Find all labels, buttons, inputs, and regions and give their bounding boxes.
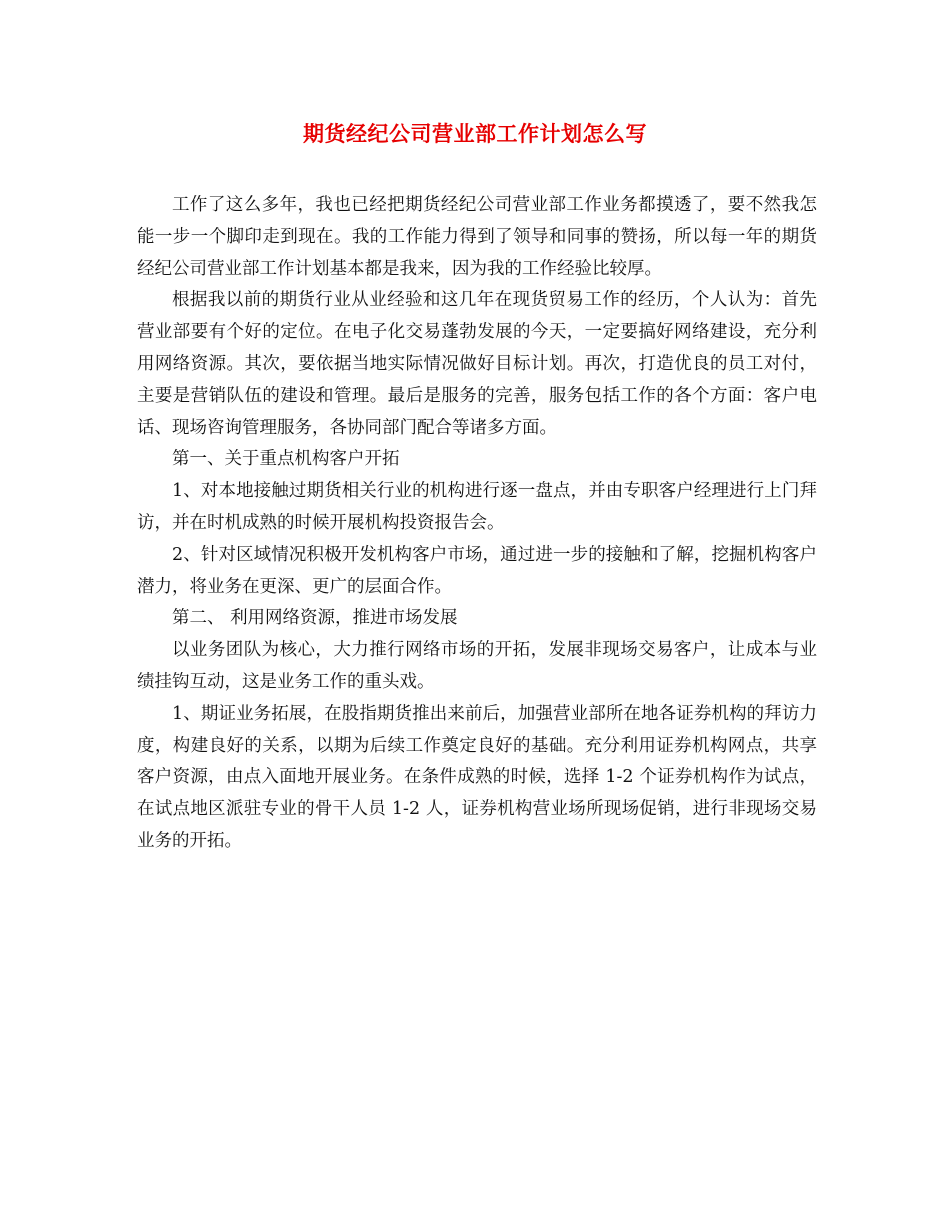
list-item-1-2: 2、针对区域情况积极开发机构客户市场，通过进一步的接触和了解，挖掘机构客户潜力，将业务在更深、更广的层面合作。 — [137, 544, 817, 597]
list-item-2-1: 1、期证业务拓展，在股指期货推出来前后，加强营业部所在地各证券机构的拜访力度，构建良好的关系，以期为后续工作奠定良好的基础。充分利用证券机构网点，共享客户资源，由点入面地开展业务。在条件成熟的时候，选择 1-2 个证券机构作为试点，在试点地区派驻专业的骨干人员 1-2 人，证券机构营业场所现场促销，进行非现场交易业务的开拓。 — [137, 703, 817, 851]
section-heading-1: 第一、关于重点机构客户开拓 — [172, 449, 400, 470]
paragraph-intro: 工作了这么多年，我也已经把期货经纪公司营业部工作业务都摸透了，要不然我怎能一步一个脚印走到现在。我的工作能力得到了领导和同事的赞扬，所以每一年的期货经纪公司营业部工作计划基本都是我来，因为我的工作经验比较厚。 — [137, 195, 817, 279]
document-body — [137, 190, 817, 858]
list-item-1-1: 1、对本地接触过期货相关行业的机构进行逐一盘点，并由专职客户经理进行上门拜访，并在时机成熟的时候开展机构投资报告会。 — [137, 481, 817, 533]
paragraph-positioning: 根据我以前的期货行业从业经验和这几年在现货贸易工作的经历，个人认为：首先营业部要有个好的定位。在电子化交易蓬勃发展的今天，一定要搞好网络建设，充分利用网络资源。其次，要依据当地实际情况做好目标计划。再次，打造优良的员工对付，主要是营销队伍的建设和管理。最后是服务的完善，服务包括工作的各个方面：客户电话、现场咨询管理服务，各协同部门配合等诸多方面。 — [137, 290, 817, 438]
document-title: 期货经纪公司营业部工作计划怎么写 — [303, 121, 647, 146]
section-heading-2: 第二、 利用网络资源，推进市场发展 — [172, 608, 458, 629]
paragraph-team-core: 以业务团队为核心，大力推行网络市场的开拓，发展非现场交易客户，让成本与业绩挂钩互动，这是业务工作的重头戏。 — [137, 640, 817, 692]
